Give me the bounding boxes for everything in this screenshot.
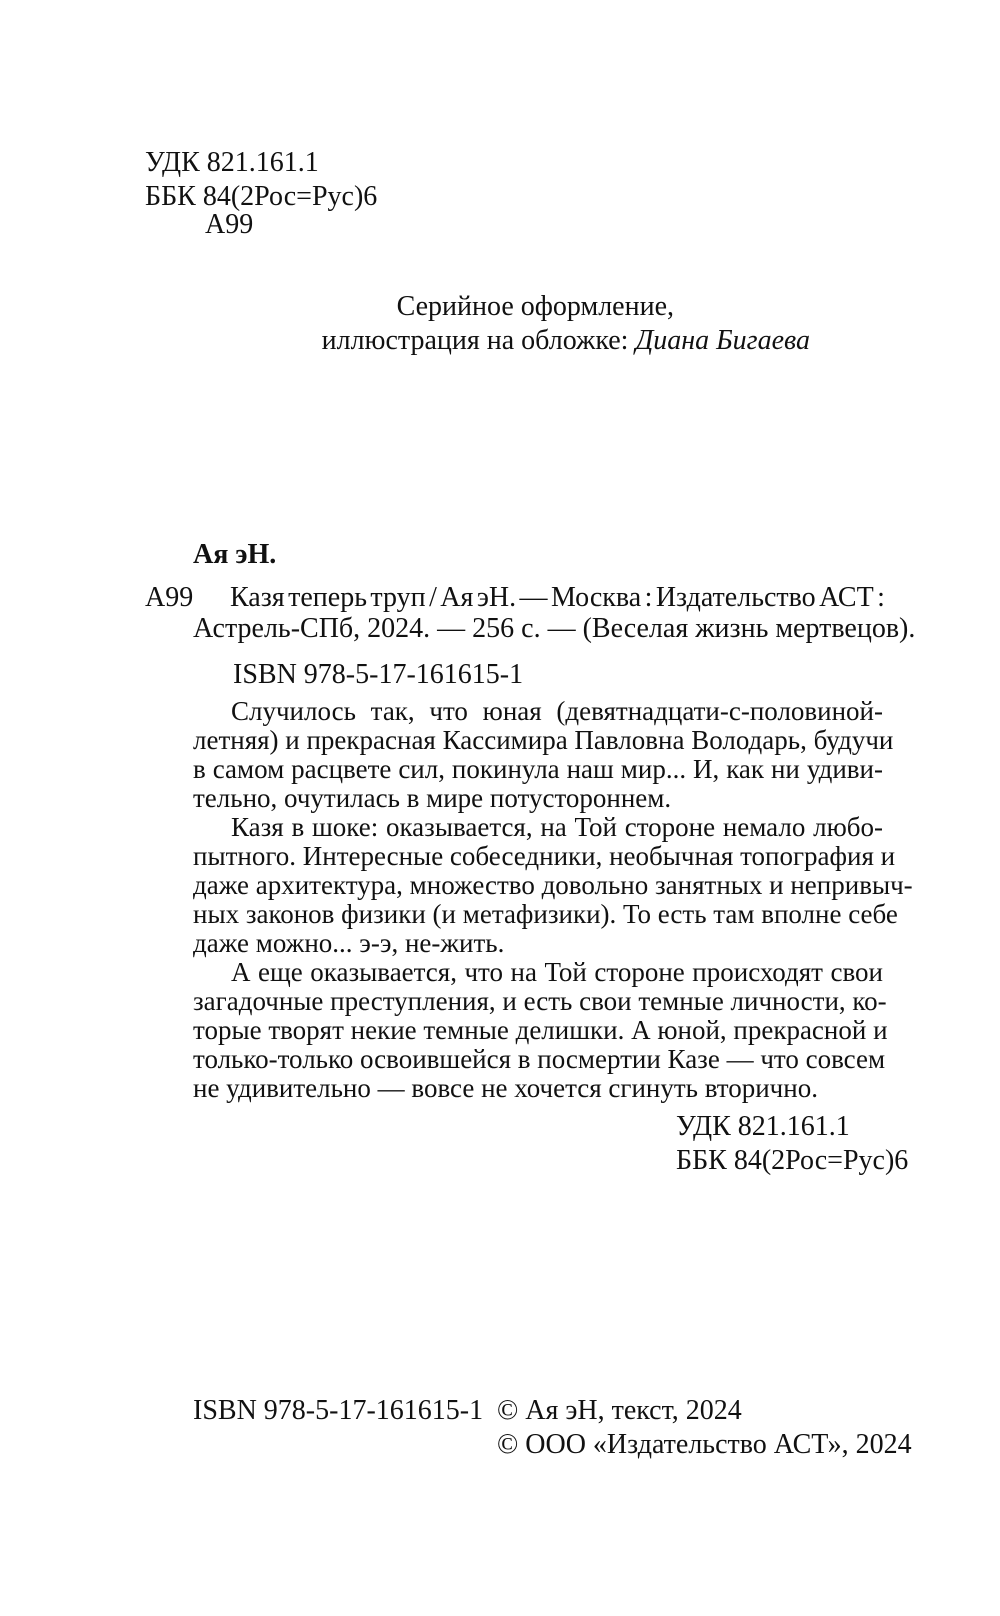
isbn-entry: ISBN 978-5-17-161615-1 [233, 659, 524, 690]
udk-code: УДК 821.161.1 [676, 1111, 850, 1142]
bib-word: Москва [550, 582, 642, 613]
annotation-line: не удивительно — вовсе не хочется сгинуть вторично. [193, 1073, 818, 1103]
annotation-paragraph [193, 812, 913, 958]
copyright-block [497, 1394, 912, 1462]
design-credits [0, 290, 810, 358]
bib-word: Ая [440, 582, 474, 613]
classification-block-bottom [676, 1110, 908, 1178]
annotation-line: в самом расцвете сил, покинула наш мир... И, как ни удиви- [193, 754, 883, 784]
udk-code: УДК 821.161.1 [145, 147, 319, 178]
annotation [193, 696, 913, 1103]
copyright-author: © Ая эН, текст, 2024 [497, 1395, 742, 1426]
annotation-line: Случилось так, что юная (девятнадцати-с-половиной- [231, 696, 883, 726]
bib-word: труп [370, 582, 426, 613]
annotation-line: ных законов физики (и метафизики). То есть там вполне себе [193, 899, 898, 929]
bibliographic-line-1 [230, 581, 885, 615]
classification-block-top [145, 146, 377, 214]
annotation-line: только-только освоившейся в посмертии Казе — что совсем [193, 1044, 886, 1074]
bib-word: АСТ [819, 582, 874, 613]
credits-line-series: Серийное оформление, [396, 291, 674, 322]
annotation-line: торые творят некие темные делишки. А юной, прекрасной и [193, 1015, 888, 1045]
annotation-paragraph [193, 957, 888, 1103]
annotation-line: даже архитектура, множество довольно занятных и непривыч- [193, 870, 913, 900]
bib-word: Казя [230, 582, 285, 613]
copyright-publisher: © ООО «Издательство АСТ», 2024 [497, 1429, 912, 1460]
credits-line-illustration [0, 324, 810, 358]
annotation-line: Казя в шоке: оказывается, на Той стороне немало любо- [231, 812, 883, 842]
credits-illustration-label: иллюстрация на обложке: [321, 325, 636, 356]
bib-word: : [877, 582, 885, 613]
author-mark-top: А99 [205, 209, 254, 240]
annotation-line: тельно, очутилась в мире потустороннем. [193, 783, 672, 813]
author-heading: Ая эН. [193, 539, 277, 570]
bib-word: / [429, 582, 437, 613]
bibliographic-line-2: Астрель-СПб, 2024. — 256 с. — (Веселая жизнь мертвецов). [193, 613, 916, 644]
illustrator-name: Диана Бигаева [635, 325, 810, 356]
annotation-line: летняя) и прекрасная Кассимира Павловна Володарь, будучи [193, 725, 894, 755]
annotation-line: пытного. Интересные собеседники, необычная топография и [193, 841, 896, 871]
bib-word: — [519, 582, 548, 613]
bib-word: теперь [288, 582, 367, 613]
isbn-footer: ISBN 978-5-17-161615-1 [193, 1395, 484, 1426]
annotation-line: А еще оказывается, что на Той стороне происходят свои [231, 957, 883, 987]
bib-word: Издательство [655, 582, 816, 613]
bib-word: эН. [476, 582, 517, 613]
annotation-paragraph [193, 696, 894, 813]
annotation-line: даже можно... э-э, не-жить. [193, 928, 505, 958]
bbk-code: ББК 84(2Рос=Рус)6 [145, 181, 378, 212]
bib-word: : [644, 582, 653, 613]
annotation-line: загадочные преступления, и есть свои темные личности, ко- [193, 986, 887, 1016]
author-mark-entry: А99 [145, 582, 194, 613]
bbk-code: ББК 84(2Рос=Рус)6 [676, 1145, 909, 1176]
